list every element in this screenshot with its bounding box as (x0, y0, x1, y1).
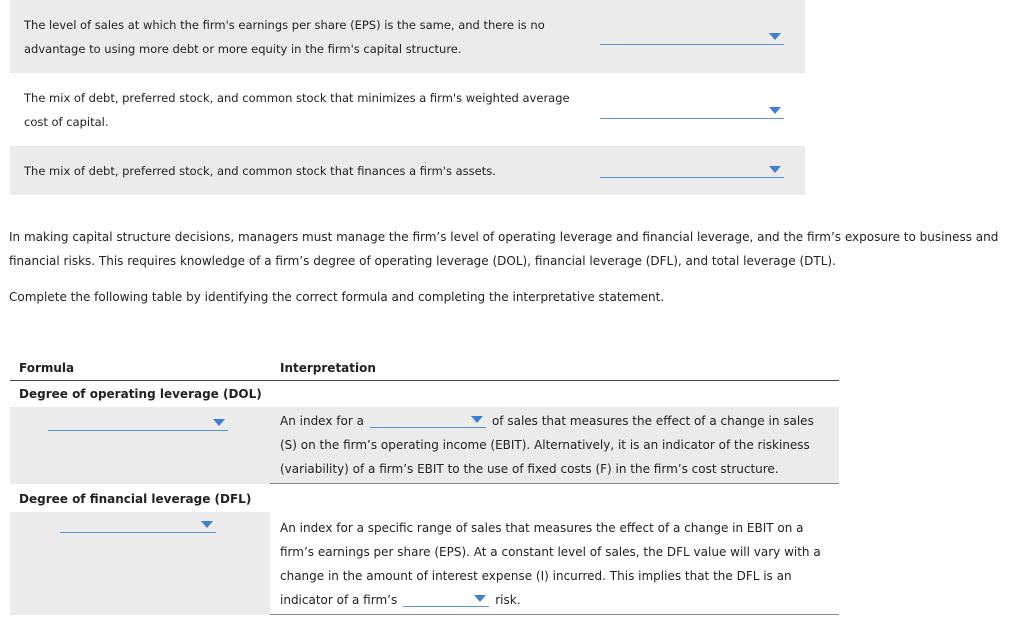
matching-row-3 (10, 146, 805, 195)
dropdown-arrow-icon (474, 595, 486, 602)
dol-range-dropdown[interactable] (370, 410, 486, 428)
dfl-text-before: An index for a specific range of sales that measures the effect of a change in EBIT on a firm’s earnings per share (EPS). At a constant level of sales, the DFL value will vary with a change in the amount of interest expense (I) incurred. This implies that the DFL is an indicator of a firm’s (280, 521, 821, 607)
matching-table (10, 0, 805, 195)
dropdown-arrow-icon (213, 419, 225, 426)
dropdown-arrow-icon (769, 33, 781, 40)
matching-row-1-text: The level of sales at which the firm's earnings per share (EPS) is the same, and there is no advantage to using more debt or more equity in the firm's capital structure. (24, 17, 545, 56)
header-formula: Formula (19, 361, 75, 375)
matching-row-2-text: The mix of debt, preferred stock, and common stock that minimizes a firm's weighted average cost of capital. (24, 90, 570, 129)
dfl-formula-dropdown[interactable] (60, 515, 216, 533)
dropdown-arrow-icon (201, 521, 213, 528)
leverage-table (10, 357, 839, 615)
instructions (9, 225, 1009, 309)
dropdown-arrow-icon (769, 107, 781, 114)
dol-formula-dropdown[interactable] (48, 413, 228, 431)
dol-row (10, 407, 839, 484)
dfl-text-after: risk. (495, 593, 521, 607)
dol-interpretation (270, 407, 839, 484)
matching-row-2 (10, 73, 805, 146)
dfl-interpretation (270, 512, 839, 615)
dfl-row (10, 512, 839, 615)
instructions-complete-table: Complete the following table by identifying the correct formula and completing the interpretative statement. (9, 290, 665, 304)
dfl-formula-cell (10, 512, 270, 615)
matching-row-3-text: The mix of debt, preferred stock, and common stock that finances a firm's assets. (24, 163, 496, 178)
matching-row-1-dropdown[interactable] (600, 27, 784, 45)
dfl-risk-dropdown[interactable] (403, 589, 489, 607)
dfl-title: Degree of financial leverage (DFL) (19, 492, 252, 506)
matching-row-1 (10, 0, 805, 73)
dol-text-before: An index for a (280, 414, 364, 428)
matching-row-3-dropdown[interactable] (600, 160, 784, 178)
dol-text-after: of sales that measures the effect of a change in sales (S) on the firm’s operating income (EBIT). Alternatively, it is an indicator of the riskiness (variability) of a firm’s EBIT to the use of fixed costs (F) in the firm’s cost structure. (280, 414, 814, 476)
dol-formula-cell (10, 407, 270, 484)
header-interpretation: Interpretation (280, 361, 376, 375)
matching-row-2-dropdown[interactable] (600, 101, 784, 119)
table-header (10, 357, 839, 381)
instructions-paragraph: In making capital structure decisions, managers must manage the firm’s level of operating leverage and financial leverage, and the firm’s exposure to business and financial risks. This requires knowledge of a firm’s degree of operating leverage (DOL), financial leverage (DFL), and total leverage (DTL). (9, 230, 999, 268)
dropdown-arrow-icon (471, 416, 483, 423)
dol-title: Degree of operating leverage (DOL) (19, 387, 262, 401)
dropdown-arrow-icon (769, 166, 781, 173)
